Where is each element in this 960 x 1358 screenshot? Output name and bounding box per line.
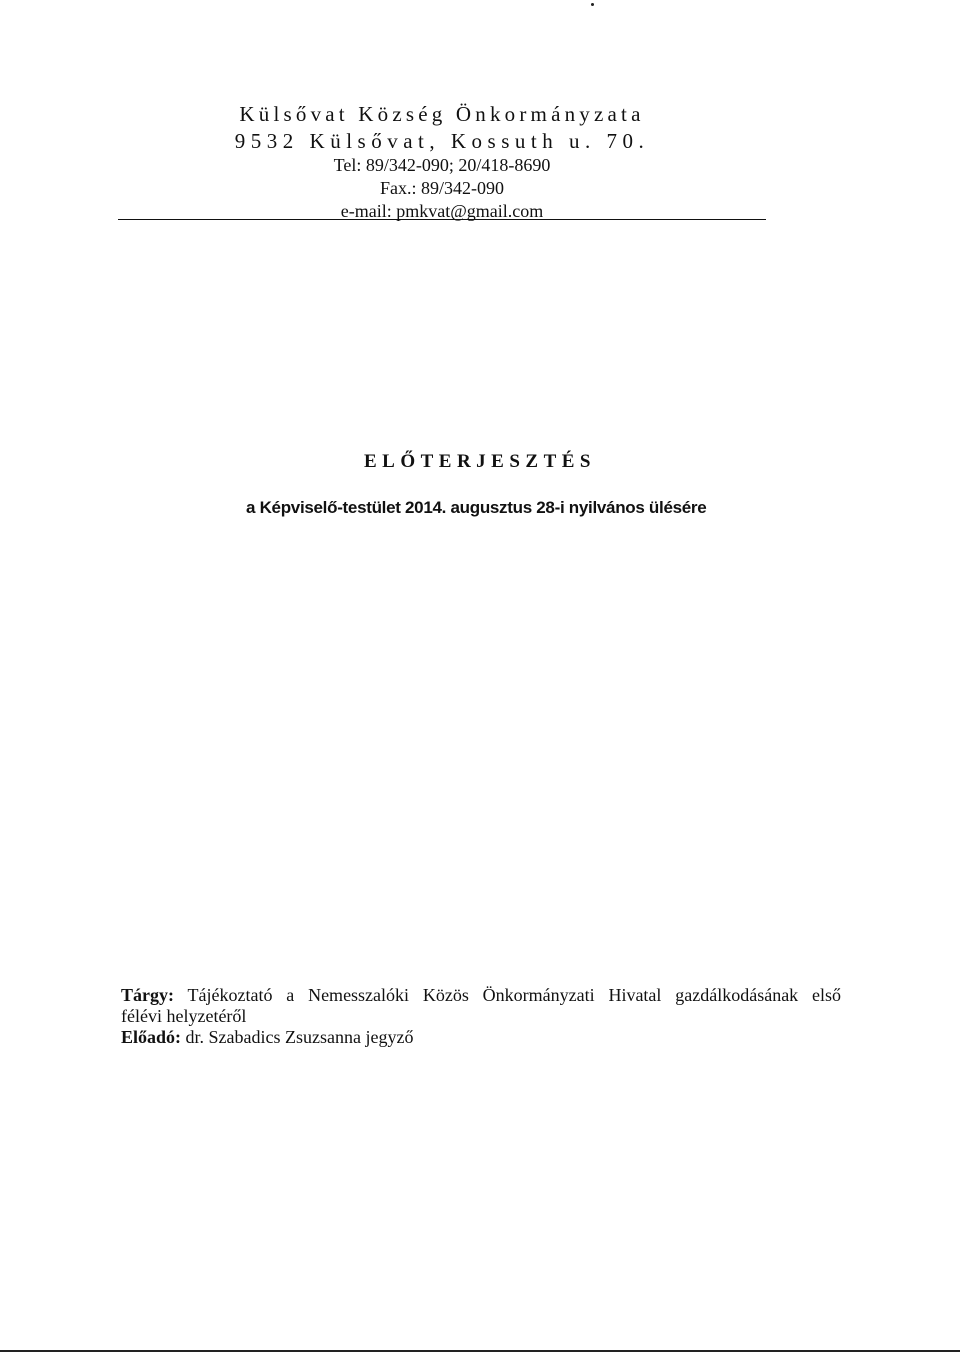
presenter-text: dr. Szabadics Zsuzsanna jegyző: [185, 1027, 414, 1047]
document-subtitle: a Képviselő-testület 2014. augusztus 28-i nyilvános ülésére: [246, 498, 707, 517]
organization-address: 9532 Külsővat, Kossuth u. 70.: [234, 129, 650, 153]
organization-fax: Fax.: 89/342-090: [380, 178, 504, 198]
organization-phone: Tel: 89/342-090; 20/418-8690: [333, 155, 551, 175]
subject-text-line-2: félévi helyzetéről: [121, 1006, 247, 1026]
letterhead: [118, 100, 766, 223]
organization-name: Külsővat Község Önkormányzata: [239, 102, 645, 126]
presenter-line: [121, 1027, 841, 1048]
document-title: ELŐTERJESZTÉS: [363, 451, 597, 472]
subject-label: Tárgy:: [121, 985, 174, 1005]
letterhead-divider: [118, 219, 766, 220]
bottom-edge-line: [0, 1350, 960, 1352]
subject-line-1: [121, 985, 841, 1006]
scan-speck: [591, 3, 594, 6]
organization-email: e-mail: pmkvat@gmail.com: [340, 201, 544, 221]
presenter-label: Előadó:: [121, 1027, 182, 1047]
subject-block: [121, 985, 841, 1048]
subject-text-line-1: Tájékoztató a Nemesszalóki Közös Önkormányzati Hivatal gazdálkodásának első: [187, 985, 841, 1005]
